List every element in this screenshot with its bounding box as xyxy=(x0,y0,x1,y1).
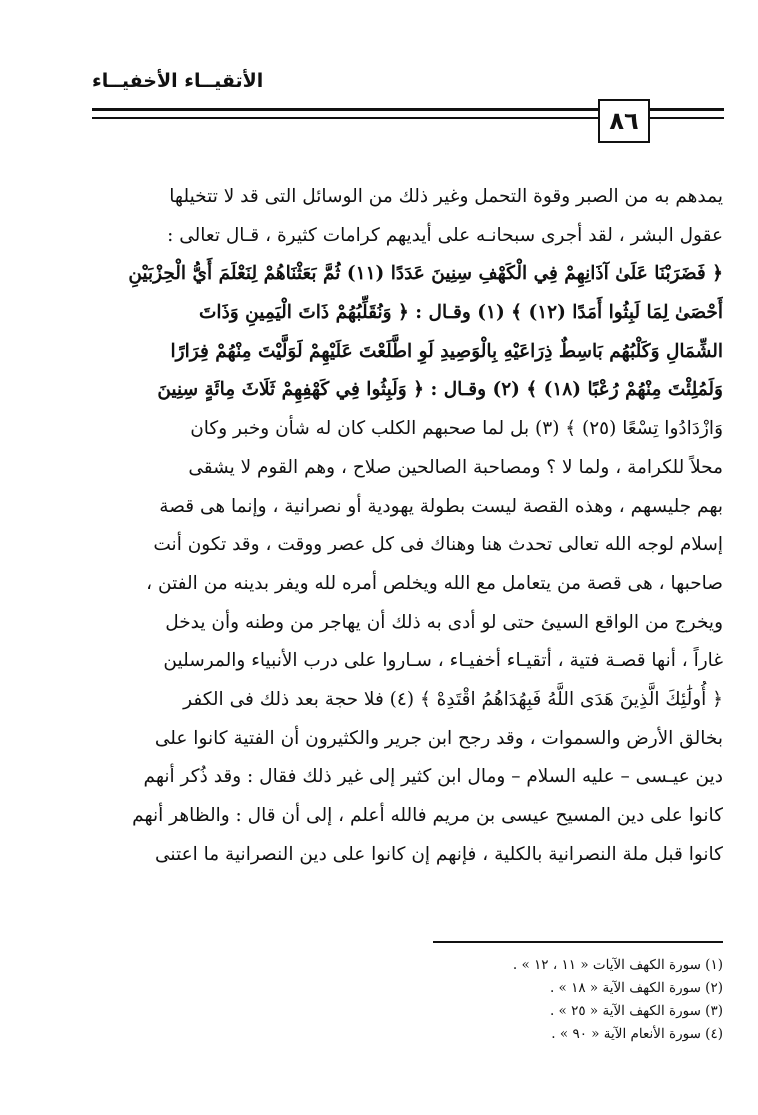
footnote-1: (١) سورة الكهف الآيات « ١١ ، ١٢ » . xyxy=(512,957,723,973)
body-line-3: ﴿ فَضَرَبْنَا عَلَىٰ آذَانِهِمْ فِي الْكَهْفِ سِنِينَ عَدَدًا (١١) ثُمَّ بَعَثْنَاهُمْ لِنَعْلَمَ أَيُّ الْحِزْبَيْنِ xyxy=(128,263,723,285)
body-line-10: إسلام لوجه الله تعالى تحدث هنا وهناك فى كل عصر ووقت ، وقد تكون أنت xyxy=(153,534,723,556)
body-line-16: دين عيـسى – عليه السلام – ومال ابن كثير إلى غير ذلك فقال : وقد ذُكر أنهم xyxy=(143,766,723,788)
body-line-17: كانوا على دين المسيح عيسى بن مريم فالله أعلم ، إلى أن قال : والظاهر أنهم xyxy=(132,805,723,826)
footnote-separator xyxy=(433,941,723,943)
body-line-13: غاراً ، أنها قصـة فتية ، أتقيـاء أخفيـاء ، سـاروا على درب الأنبياء والمرسلين xyxy=(163,650,723,672)
body-line-11: صاحبها ، هى قصة من يتعامل مع الله ويخلص أمره لله ويفر بدينه من الفتن ، xyxy=(146,572,723,594)
body-line-9: بهم جليسهم ، وهذه القصة ليست بطولة يهودية أو نصرانية ، وإنما هى قصة xyxy=(159,495,723,517)
body-line-14: ﴿ أُولَٰئِكَ الَّذِينَ هَدَى اللَّهُ فَبِهُدَاهُمُ اقْتَدِهْ ﴾ (٤) فلا حجة بعد ذلك فى الكفر xyxy=(183,688,723,710)
body-line-12: ويخرج من الواقع السيئ حتى لو أدى به ذلك أن يهاجر من وطنه وأن يدخل xyxy=(165,611,723,633)
body-text xyxy=(95,178,723,874)
body-line-4: أَحْصَىٰ لِمَا لَبِثُوا أَمَدًا (١٢) ﴾ (١) وقـال : ﴿ وَنُقَلِّبُهُمْ ذَاتَ الْيَمِينِ وَذَاتَ xyxy=(199,302,723,324)
body-line-8: محلاً للكرامة ، ولما لا ؟ ومصاحبة الصالحين صلاح ، وهم القوم لا يشقى xyxy=(188,456,723,478)
body-line-5: الشِّمَالِ وَكَلْبُهُم بَاسِطٌ ذِرَاعَيْهِ بِالْوَصِيدِ لَوِ اطَّلَعْتَ عَلَيْهِمْ لَوَلَّيْتَ مِنْهُمْ فِرَارًا xyxy=(170,340,723,362)
footnote-2: (٢) سورة الكهف الآية « ١٨ » . xyxy=(549,980,723,996)
page-number-box xyxy=(598,99,650,143)
body-line-7: وَازْدَادُوا تِسْعًا (٢٥) ﴾ (٣) بل لما صحبهم الكلب كان له شأن وخبر وكان xyxy=(190,418,723,440)
body-line-2: عقول البشر ، لقد أجرى سبحانـه على أيديهم كرامات كثيرة ، قـال تعالى : xyxy=(167,224,723,246)
body-line-1: يمدهم به من الصبر وقوة التحمل وغير ذلك من الوسائل التى قد لا تتخيلها xyxy=(169,186,723,207)
body-line-6: وَلَمُلِئْتَ مِنْهُمْ رُعْبًا (١٨) ﴾ (٢) وقـال : ﴿ وَلَبِثُوا فِي كَهْفِهِمْ ثَلَاثَ مِائَةٍ سِنِينَ xyxy=(157,379,723,401)
page-number: ٨٦ xyxy=(609,107,639,135)
footnote-3: (٣) سورة الكهف الآية « ٢٥ » . xyxy=(549,1003,723,1019)
running-header-title: الأتقيــاء الأخفيــاء xyxy=(92,70,264,92)
body-line-18: كانوا قبل ملة النصرانية بالكلية ، فإنهم إن كانوا على دين النصرانية ما اعتنى xyxy=(154,843,723,865)
body-line-15: بخالق الأرض والسموات ، وقد رجح ابن جرير والكثيرون أن الفتية كانوا على xyxy=(154,727,723,749)
footnote-4: (٤) سورة الأنعام الآية « ٩٠ » . xyxy=(551,1026,723,1042)
footnotes xyxy=(360,954,723,1046)
